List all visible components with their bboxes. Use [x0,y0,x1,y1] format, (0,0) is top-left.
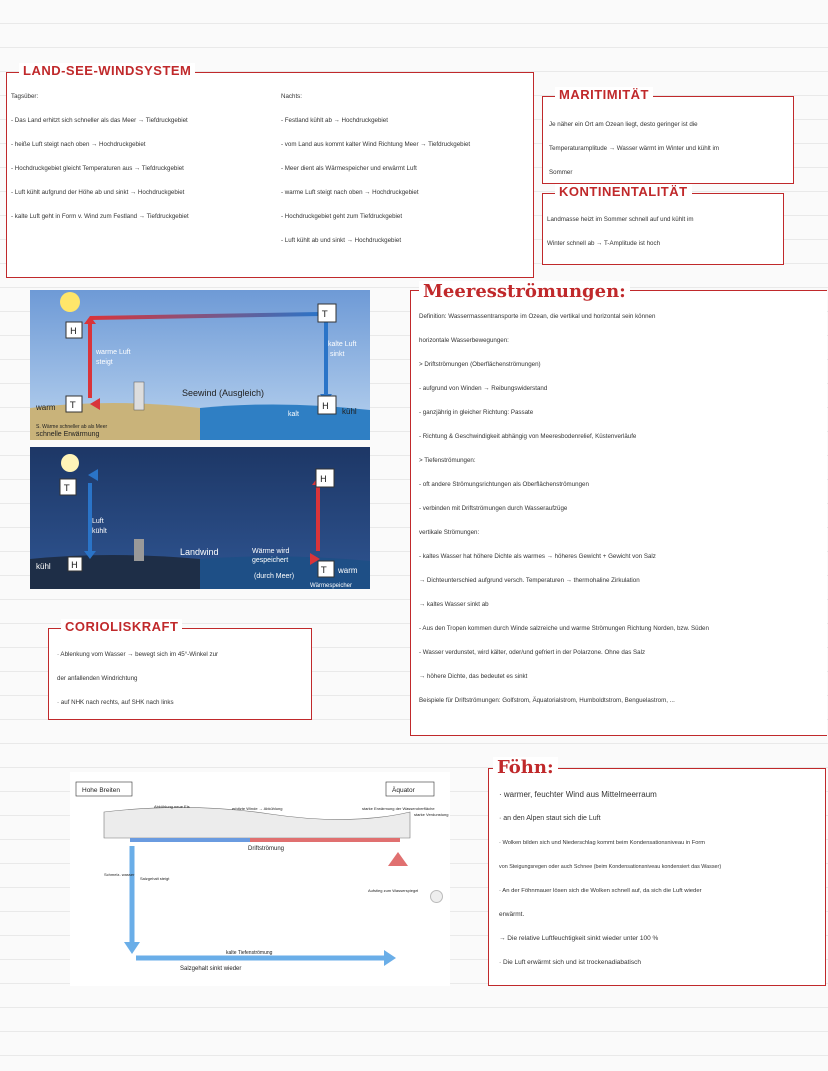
night-column [281,85,531,253]
coriolis-line: der anfallenden Windrichtung [57,675,138,682]
note-left-mid2: Salzgehalt steigt [140,876,170,881]
kontinent-box [542,184,784,265]
right-label: Äquator [392,787,415,794]
t-label: T [70,401,76,411]
day-line: - Hochdruckgebiet gleicht Temperaturen aus → Tiefdruckgebiet [11,165,184,172]
day-line: - Das Land erhitzt sich schneller als das Meer → Tiefdruckgebiet [11,117,188,124]
foehn-line: von Steigungsregen oder auch Schnee (beim Kondensationsniveau kondensiert das Wasser) [499,864,722,870]
h-label: H [70,327,77,337]
night-heading: Nachts: [281,93,302,100]
land-see-title: LAND-SEE-WINDSYSTEM [19,63,195,78]
coriolis-line: · Ablenkung vom Wasser → bewegt sich im 45°-Winkel zur [57,651,219,658]
landwind-label: Landwind [180,547,219,557]
meer-line: - kaltes Wasser hat höhere Dichte als warmes → höheres Gewicht + Gewicht von Salz [419,553,656,560]
day-line: - heiße Luft steigt nach oben → Hochdruckgebiet [11,141,146,148]
meer-line: - ganzjährig in gleicher Richtung: Passate [419,409,534,416]
luft-label: Luft [92,518,104,525]
left-label: Hohe Breiten [82,787,120,794]
moon-icon [61,454,79,472]
meer-line: > Tiefenströmungen: [419,457,476,464]
kalt-label: kalt [288,411,299,418]
sinkt-label: sinkt [330,351,345,358]
meer-line: Definition: Wassermassentransporte im Ozean, die vertikal und horizontal sein können [419,313,656,320]
meer-line: vertikale Strömungen: [419,529,480,536]
meer-line: > Driftströmungen (Oberflächenströmungen) [419,361,541,368]
gespeichert-label: gespeichert [252,557,289,564]
land-see-box [6,63,534,278]
t-label-right: T [322,310,328,320]
meer-line: horizontale Wasserbewegungen: [419,337,509,344]
meer-line: → höhere Dichte, das bedeutet es sinkt [419,673,528,680]
sun-icon [60,292,80,312]
note-right-side: starke Verdunstung [414,812,449,817]
kuehl-label: kühl [36,562,51,571]
night-line: - Festland kühlt ab → Hochdruckgebiet [281,117,388,124]
note-mid: erhitzte Winde → Abkühlung [232,806,283,811]
meer-line: - verbinden mit Driftströmungen durch Wasseraufzüge [419,505,568,512]
maritim-line: Je näher ein Ort am Ozean liegt, desto geringer ist die [549,121,698,128]
day-line: - kalte Luft geht in Form v. Wind zum Festland → Tiefdruckgebiet [11,213,189,220]
t-label-right: T [321,566,327,576]
night-line: - warme Luft steigt nach oben → Hochdruckgebiet [281,189,419,196]
steigt-label: steigt [96,359,113,366]
note-label: schnelle Erwärmung [36,431,100,438]
meer-line: - aufgrund von Winden → Reibungswiderstand [419,385,548,392]
maritim-box [542,87,794,184]
note-right-mid: Aufstieg zum Wasserspiegel [368,888,419,893]
h-label-right: H [320,475,327,485]
h-label: H [71,561,78,571]
night-line: - Luft kühlt ab und sinkt → Hochdruckgebiet [281,237,402,244]
foehn-line: · an den Alpen staut sich die Luft [499,815,601,822]
foehn-line: · Wolken bilden sich und Niederschlag kommt beim Kondensationsniveau in Form [499,840,706,846]
durch-meer-label: (durch Meer) [254,573,295,580]
seewind-label: Seewind (Ausgleich) [182,388,265,398]
kontinent-line: Landmasse heizt im Sommer schnell auf und kühlt im [547,216,694,223]
foehn-box [488,757,826,986]
waerme-label: Wärme wird [252,548,290,555]
circulation-diagram [70,772,450,986]
note-label: S. Wärme schneller ab als Meer [36,424,108,430]
day-heading: Tagsüber: [11,93,39,100]
meer-line: → kaltes Wasser sinkt ab [419,601,489,608]
coriolis-title: CORIOLISKRAFT [61,619,182,634]
night-line: - vom Land aus kommt kalter Wind Richtung Meer → Tiefdruckgebiet [281,141,471,148]
meer-title: Meeresströmungen: [419,281,630,302]
foehn-line: · warmer, feuchter Wind aus Mittelmeerraum [499,790,657,799]
drift-label: Driftströmung [248,846,285,852]
warme-luft-label: warme Luft [96,349,131,356]
foehn-line: · An der Föhnmauer lösen sich die Wolken schnell auf, da sich die Luft wieder [499,888,702,894]
kalte-luft-label: kalte Luft [328,341,357,348]
waermespeicher-label: Wärmespeicher [310,583,353,589]
day-column [11,85,273,229]
warm-label: warm [338,566,358,575]
foehn-line: · Die Luft erwärmt sich und ist trockenadiabatisch [499,959,641,966]
kontinent-line: Winter schnell ab → T-Amplitude ist hoch [547,240,661,247]
foehn-line: erwärmt. [499,911,525,918]
salz-label: Salzgehalt sinkt wieder [180,966,242,972]
meer-line: - Aus den Tropen kommen durch Winde salzreiche und warme Strömungen Richtung Norden, bzw. Süden [419,625,709,632]
coriolis-line: · auf NHK nach rechts, auf SHK nach links [57,699,174,706]
kontinent-title: KONTINENTALITÄT [555,184,692,199]
meer-box [410,281,827,736]
drift-bar-red [250,838,400,842]
coriolis-box [48,619,312,720]
night-diagram [30,447,370,589]
kuehlt-label: kühlt [92,528,107,535]
note-left-top: Abkühlung neue Eis [154,804,190,809]
h-label-right: H [322,402,329,412]
night-line: - Hochdruckgebiet geht zum Tiefdruckgebiet [281,213,403,220]
foehn-line: → Die relative Luftfeuchtigkeit sinkt wieder unter 100 % [499,935,659,942]
meer-line: - oft andere Strömungsrichtungen als Oberflächenströmungen [419,481,589,488]
day-line: - Luft kühlt aufgrund der Höhe ab und sinkt → Hochdruckgebiet [11,189,185,196]
night-line: - Meer dient als Wärmespeicher und erwärmt Luft [281,165,417,172]
foehn-title: Föhn: [493,757,558,778]
warm-label: warm [36,403,56,412]
note-left-mid: Schmelz- wasser [104,872,135,877]
day-diagram [30,290,370,440]
tiefen-label: kalte Tiefenströmung [226,950,273,956]
meer-line: Beispiele für Driftströmungen: Golfstrom, Äquatorialstrom, Humboldtstrom, Benguelastrom, ... [419,697,675,704]
maritim-line: Temperaturamplitude → Wasser wärmt im Winter und kühlt im [549,145,719,152]
meer-line: → Dichteunterschied aufgrund versch. Temperaturen → thermohaline Zirkulation [419,577,640,584]
t-label: T [64,484,70,494]
maritim-line: Sommer [549,169,573,176]
kuehl-label: kühl [342,407,357,416]
meer-line: - Wasser verdunstet, wird kälter, oder/und gefriert in der Polarzone. Ohne das Salz [419,649,646,656]
maritim-title: MARITIMITÄT [555,87,653,102]
circle-marker [430,890,443,903]
note-right-top: starke Erwärmung der Wasseroberfläche [362,806,435,811]
meer-line: - Richtung & Geschwindigkeit abhängig von Meeresbodenrelief, Küstenverläufe [419,433,637,440]
